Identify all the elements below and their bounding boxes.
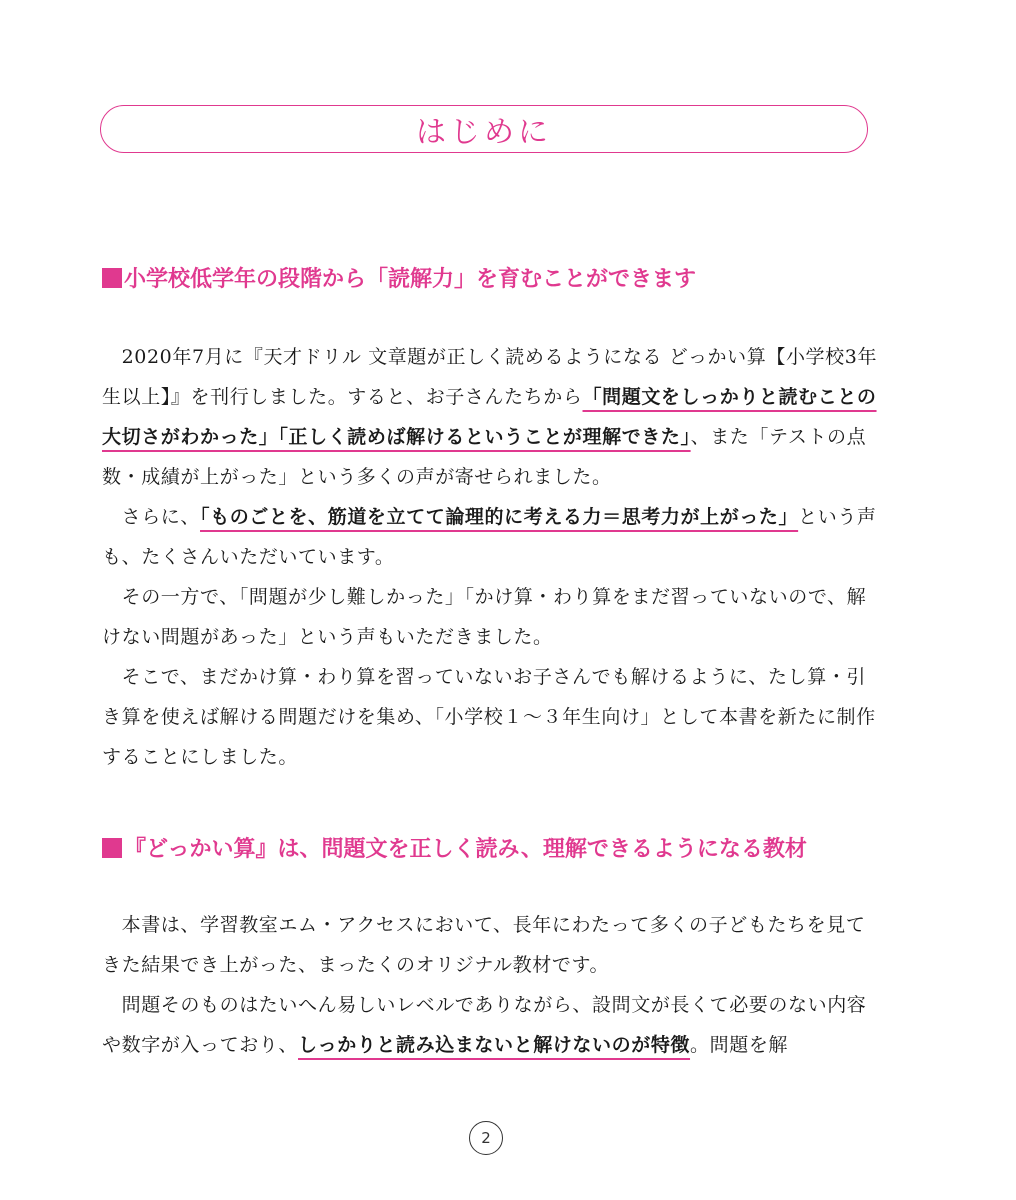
paragraph	[102, 905, 882, 985]
section-2-body	[102, 905, 882, 1065]
paragraph-text: 。問題を解	[690, 1034, 789, 1056]
paragraph-text: さらに、	[121, 506, 201, 528]
paragraph-text: その一方で、「問題が少し難しかった」「かけ算・わり算をまだ習っていないので、解けない問題があった」という声もいただきました。	[102, 586, 867, 648]
section-2-heading-text: 『どっかい算』は、問題文を正しく読み、理解できるようになる教材	[124, 837, 807, 862]
highlight-text: しっかりと読み込まないと解けないのが特徴	[298, 1034, 691, 1056]
paragraph	[102, 657, 882, 777]
paragraph-text: そこで、まだかけ算・わり算を習っていないお子さんでも解けるように、たし算・引き算を使えば解ける問題だけを集め、「小学校１～３年生向け」として本書を新たに制作することにしました。	[102, 666, 876, 768]
title-box	[100, 105, 868, 153]
paragraph	[102, 497, 882, 577]
paragraph	[102, 577, 882, 657]
section-1-heading	[102, 262, 696, 293]
paragraph-text: 、また「テストの点数・成績が上がった」という多くの声が寄せられました。	[102, 426, 867, 488]
paragraph	[102, 985, 882, 1065]
page-title: はじめに	[416, 115, 552, 150]
square-bullet-icon	[102, 838, 122, 858]
paragraph-text: という声も、たくさんいただいています。	[102, 506, 877, 568]
section-1-heading-text: 小学校低学年の段階から「読解力」を育むことができます	[124, 267, 697, 292]
paragraph-text: 本書は、学習教室エム・アクセスにおいて、長年にわたって多くの子どもたちを見てきた結果でき上がった、まったくのオリジナル教材です。	[102, 914, 866, 976]
highlight-text: 「ものごとを、筋道を立てて論理的に考える力＝思考力が上がった」	[200, 506, 799, 528]
highlight-text: 「問題文をしっかりと読むことの大切さがわかった」「正しく読めば解けるということが理解できた」	[102, 386, 877, 448]
section-1-body	[102, 337, 882, 777]
paragraph	[102, 337, 882, 497]
square-bullet-icon	[102, 268, 122, 288]
paragraph-text: 2020年7月に『天才ドリル 文章題が正しく読めるようになる どっかい算【小学校3年生以上】』を刊行しました。すると、お子さんたちから	[102, 346, 878, 408]
paragraph-text: 問題そのものはたいへん易しいレベルでありながら、設問文が長くて必要のない内容や数字が入っており、	[102, 994, 867, 1056]
page-number: 2	[469, 1121, 503, 1155]
section-2-heading	[102, 832, 807, 863]
